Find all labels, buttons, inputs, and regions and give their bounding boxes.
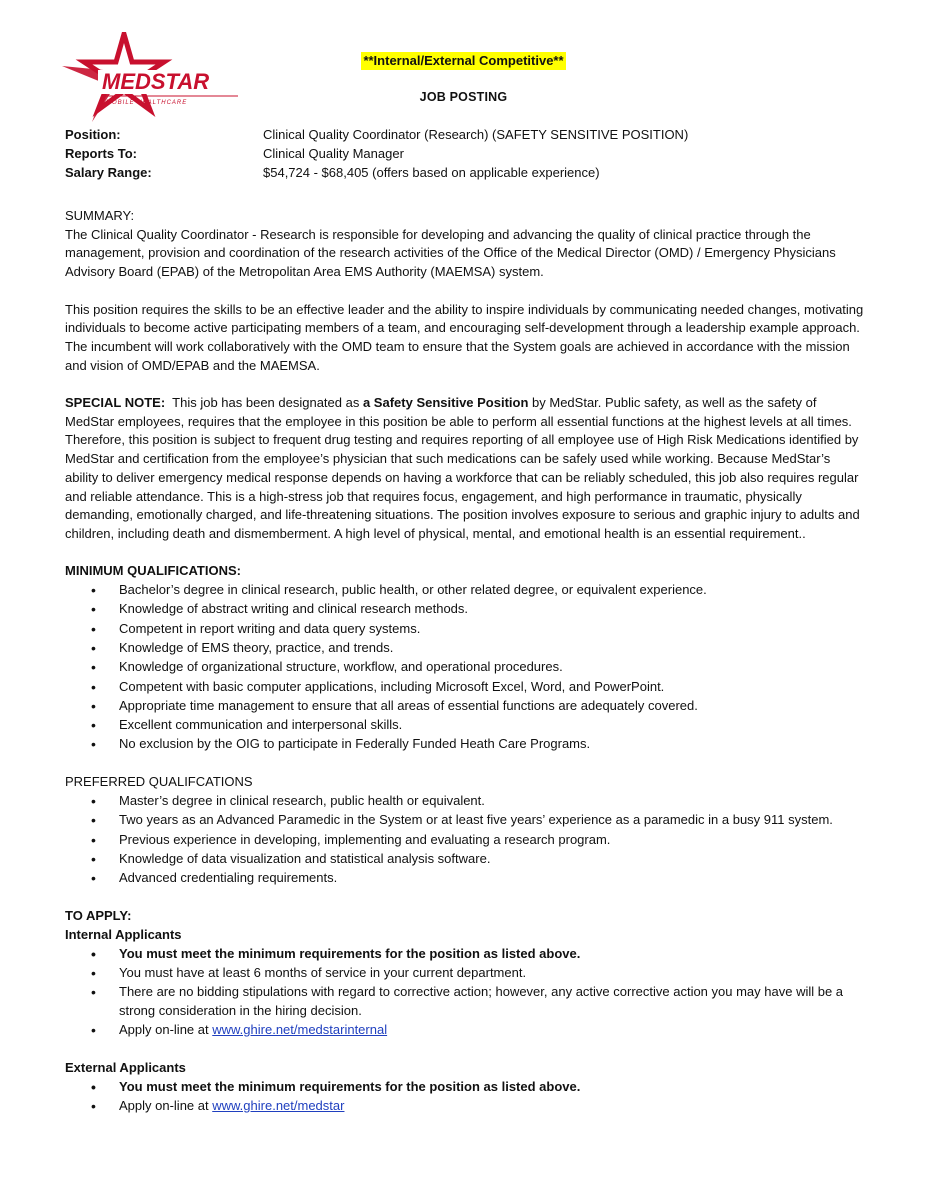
medstar-logo xyxy=(62,32,242,124)
list-item: • Knowledge of abstract writing and clinical research methods. xyxy=(65,600,865,619)
info-row-position xyxy=(65,126,865,145)
preferred-qualifications-heading: PREFERRED QUALIFCATIONS xyxy=(65,774,253,790)
special-note-label: SPECIAL NOTE: xyxy=(65,395,166,410)
competitive-banner: **Internal/External Competitive** xyxy=(363,53,564,68)
to-apply-heading: TO APPLY: xyxy=(65,908,132,924)
list-item: • You must meet the minimum requirements for the position as listed above. xyxy=(65,945,865,964)
summary-heading: SUMMARY: xyxy=(65,208,135,223)
logo-tagline: MOBILE HEALTHCARE xyxy=(106,100,188,106)
position-info xyxy=(65,126,865,183)
info-row-salary xyxy=(65,164,865,183)
list-item xyxy=(65,1097,865,1116)
list-item: • Knowledge of data visualization and statistical analysis software. xyxy=(65,850,865,869)
list-item: • Master’s degree in clinical research, public health or equivalent. xyxy=(65,792,865,811)
apply-prefix: Apply on-line at xyxy=(119,1098,213,1114)
preferred-qualifications-list xyxy=(65,792,865,888)
summary-paragraph: The Clinical Quality Coordinator - Research is responsible for developing and advancing the quality of clinical practice through the management, provision and coordination of the research activities of the Office of the Medical Director (OMD) / Emergency Physicians Advisory Board (EPAB) of the Metropolitan Area EMS Authority (MAEMSA) system. xyxy=(65,226,836,280)
internal-apply-link[interactable]: www.ghire.net/medstarinternal xyxy=(212,1022,388,1038)
list-item: • Appropriate time management to ensure that all areas of essential functions are adequately covered. xyxy=(65,697,865,716)
apply-prefix: Apply on-line at xyxy=(119,1022,213,1038)
info-row-reports-to xyxy=(65,145,865,164)
list-item: • You must meet the minimum requirements for the position as listed above. xyxy=(65,1078,865,1097)
special-note xyxy=(65,394,865,544)
list-item: • Advanced credentialing requirements. xyxy=(65,869,865,888)
page-title: JOB POSTING xyxy=(419,90,508,104)
info-value: Clinical Quality Manager xyxy=(263,146,404,161)
special-note-emphasis: a Safety Sensitive Position xyxy=(362,395,529,410)
list-item: • There are no bidding stipulations with regard to corrective action; however, any active corrective action you may have will be a strong consideration in the hiring decision. xyxy=(65,983,865,1020)
external-apply-link[interactable]: www.ghire.net/medstar xyxy=(212,1098,345,1114)
external-applicants-heading: External Applicants xyxy=(65,1060,186,1076)
list-item: • No exclusion by the OIG to participate in Federally Funded Heath Care Programs. xyxy=(65,735,865,754)
info-label: Reports To: xyxy=(65,146,137,161)
list-item: • Knowledge of EMS theory, practice, and trends. xyxy=(65,639,865,658)
medstar-star-icon xyxy=(62,32,242,124)
list-item: • Competent with basic computer applications, including Microsoft Excel, Word, and PowerPoint. xyxy=(65,678,865,697)
list-item: • You must have at least 6 months of service in your current department. xyxy=(65,964,865,983)
info-value: Clinical Quality Coordinator (Research) (SAFETY SENSITIVE POSITION) xyxy=(263,127,689,142)
special-note-text: This job has been designated as xyxy=(165,395,363,410)
special-note-text: by MedStar. Public safety, as well as the safety of MedStar employees, requires that the employee in this position be able to perform all essential functions at the highest levels at all times. Therefore, this position is subject to frequent drug testing and requires reporting of all employee use of High Risk Medications identified by MedStar and certification from the employee’s physician that such medications can be safely used while working. Because MedStar’s ability to deliver emergency medical response depends on having a workforce that can be reliably scheduled, this job also requires regular and reliable attendance. This is a high-stress job that requires focus, engagement, and high performance in traumatic, physically demanding, emotionally charged, and life-threatening situations. The position involves exposure to serious and graphic injury to adults and children, including death and dismemberment. A high level of physical, mental, and emotional health is an essential requirement.. xyxy=(65,395,860,541)
document-body xyxy=(65,126,865,1117)
minimum-qualifications-heading: MINIMUM QUALIFICATIONS: xyxy=(65,563,241,579)
info-label: Salary Range: xyxy=(65,165,152,180)
summary-paragraph: This position requires the skills to be an effective leader and the ability to inspire individuals by communicating needed changes, motivating individuals to become active participating members of a team, and encouraging self-development through a leadership example approach. The incumbent will work collaboratively with the OMD team to ensure that the System goals are achieved in accordance with the mission and vision of OMD/EPAB and the MAEMSA. xyxy=(65,301,864,373)
list-item: • Knowledge of organizational structure, workflow, and operational procedures. xyxy=(65,658,865,677)
internal-applicants-heading: Internal Applicants xyxy=(65,926,182,942)
info-label: Position: xyxy=(65,127,121,142)
list-item xyxy=(65,1021,865,1040)
external-applicants-list xyxy=(65,1078,865,1116)
logo-wordmark: MEDSTAR xyxy=(102,69,210,94)
list-item: • Competent in report writing and data query systems. xyxy=(65,620,865,639)
internal-applicants-list xyxy=(65,945,865,1040)
minimum-qualifications-list xyxy=(65,581,865,754)
info-value: $54,724 - $68,405 (offers based on applicable experience) xyxy=(263,165,600,180)
list-item: • Two years as an Advanced Paramedic in the System or at least five years’ experience as a paramedic in a busy 911 system. xyxy=(65,811,865,830)
list-item: • Bachelor’s degree in clinical research, public health, or other related degree, or equivalent experience. xyxy=(65,581,865,600)
list-item: • Excellent communication and interpersonal skills. xyxy=(65,716,865,735)
list-item: • Previous experience in developing, implementing and evaluating a research program. xyxy=(65,831,865,850)
